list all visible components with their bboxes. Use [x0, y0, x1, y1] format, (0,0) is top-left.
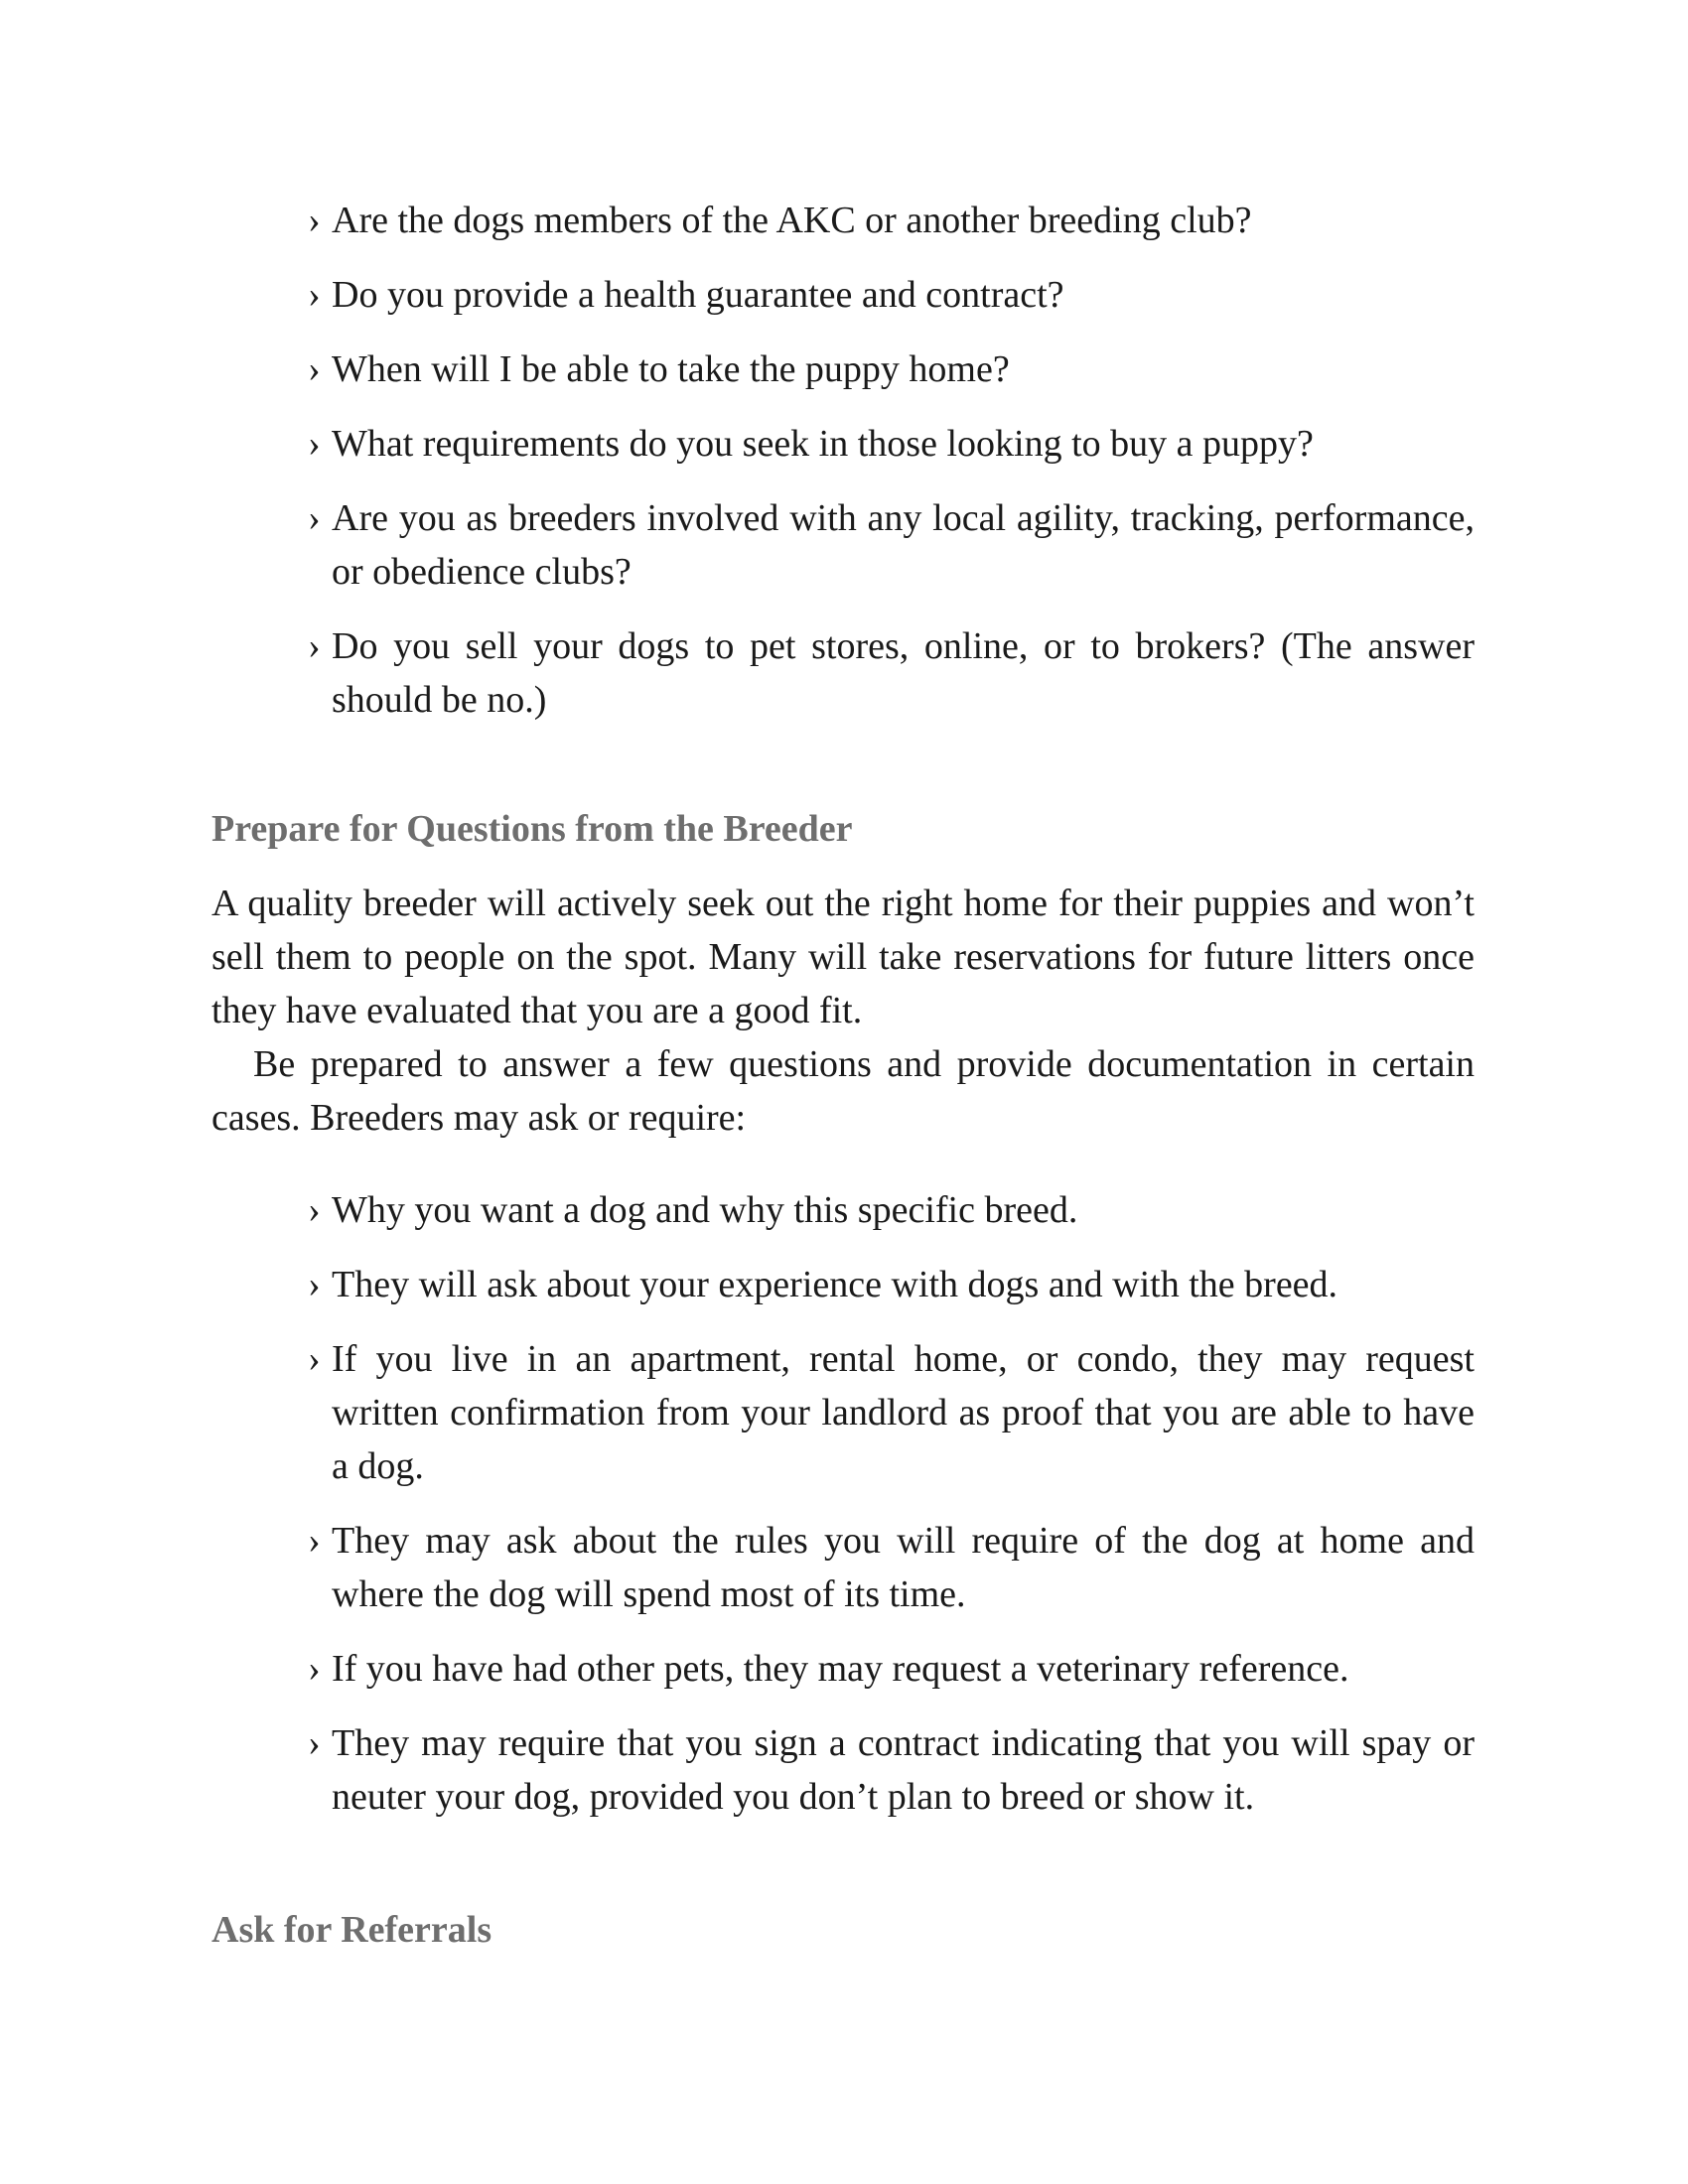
- list-item-text: What requirements do you seek in those looking to buy a puppy?: [332, 423, 1314, 465]
- list-item-text: Why you want a dog and why this specific breed.: [332, 1189, 1078, 1231]
- bullet-icon: ›: [308, 1189, 321, 1231]
- bullet-icon: ›: [308, 1264, 321, 1305]
- list-item: [308, 1332, 1475, 1493]
- list-item-text: They will ask about your experience with dogs and with the breed.: [332, 1264, 1338, 1305]
- document-page: [211, 194, 1475, 1957]
- list-item: [308, 1716, 1475, 1824]
- bullet-icon: ›: [308, 497, 321, 539]
- section-heading-prepare: Prepare for Questions from the Breeder: [211, 808, 853, 850]
- list-item-text: Do you provide a health guarantee and contract?: [332, 274, 1064, 316]
- bullet-icon: ›: [308, 200, 321, 241]
- bullet-icon: ›: [308, 423, 321, 465]
- list-item: [308, 1642, 1475, 1696]
- bullet-icon: ›: [308, 274, 321, 316]
- list-item-text: They may ask about the rules you will require of the dog at home and where the dog will spend most of its time.: [332, 1520, 1475, 1615]
- list-item: [308, 194, 1475, 247]
- bullet-icon: ›: [308, 625, 321, 667]
- body-paragraph: Be prepared to answer a few questions and provide documentation in certain cases. Breeders may ask or require:: [211, 1043, 1475, 1139]
- list-item: [308, 491, 1475, 599]
- bullet-icon: ›: [308, 348, 321, 390]
- bullet-icon: ›: [308, 1338, 321, 1380]
- body-paragraph: A quality breeder will actively seek out the right home for their puppies and won’t sell them to people on the spot. Many will take reservations for future litters once they have evaluated that you are a good fit.: [211, 883, 1475, 1031]
- breeder-questions-list: [211, 194, 1475, 727]
- list-item: [308, 342, 1475, 396]
- list-item-text: Are the dogs members of the AKC or another breeding club?: [332, 200, 1252, 241]
- list-item-text: Are you as breeders involved with any local agility, tracking, performance, or obedience clubs?: [332, 497, 1475, 593]
- list-item-text: If you live in an apartment, rental home, or condo, they may request written confirmation from your landlord as proof that you are able to have a dog.: [332, 1338, 1475, 1487]
- breeder-requirements-list: [211, 1183, 1475, 1824]
- list-item: [308, 1183, 1475, 1237]
- list-item: [308, 619, 1475, 727]
- bullet-icon: ›: [308, 1520, 321, 1562]
- section-heading-referrals: Ask for Referrals: [211, 1909, 492, 1951]
- list-item-text: When will I be able to take the puppy home?: [332, 348, 1010, 390]
- list-item: [308, 1258, 1475, 1311]
- bullet-icon: ›: [308, 1722, 321, 1764]
- list-item-text: If you have had other pets, they may request a veterinary reference.: [332, 1648, 1349, 1690]
- bullet-icon: ›: [308, 1648, 321, 1690]
- list-item: [308, 1514, 1475, 1621]
- list-item: [308, 417, 1475, 471]
- list-item-text: They may require that you sign a contract indicating that you will spay or neuter your dog, provided you don’t plan to breed or show it.: [332, 1722, 1475, 1818]
- list-item: [308, 268, 1475, 322]
- list-item-text: Do you sell your dogs to pet stores, online, or to brokers? (The answer should be no.): [332, 625, 1475, 721]
